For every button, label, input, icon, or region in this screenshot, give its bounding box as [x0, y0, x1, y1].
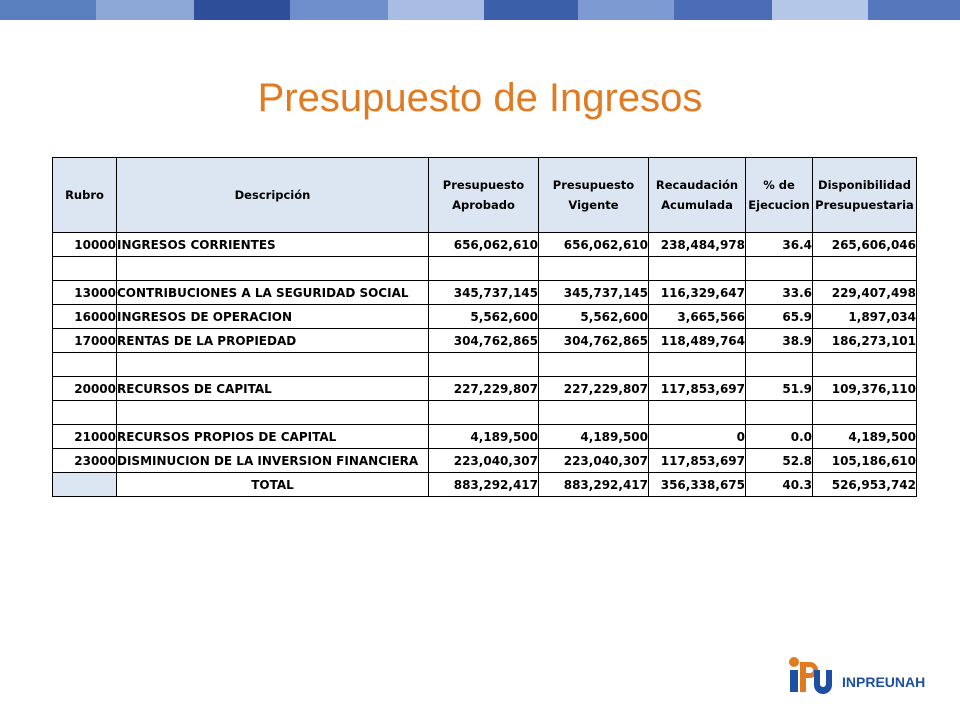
- cell-descripcion: RECURSOS DE CAPITAL: [117, 377, 429, 401]
- cell-vigente: 656,062,610: [539, 233, 649, 257]
- cell-recaudacion: [649, 353, 746, 377]
- table-header-row: [53, 158, 917, 233]
- cell-descripcion: INGRESOS DE OPERACION: [117, 305, 429, 329]
- cell-disponibilidad: [813, 353, 917, 377]
- cell-ejecucion: 0.0: [746, 425, 813, 449]
- table-row: [53, 377, 917, 401]
- cell-aprobado: [429, 257, 539, 281]
- cell-recaudacion: 117,853,697: [649, 449, 746, 473]
- band-segment: [674, 0, 772, 20]
- total-ejecucion: 40.3: [746, 473, 813, 497]
- cell-vigente: 4,189,500: [539, 425, 649, 449]
- cell-aprobado: 4,189,500: [429, 425, 539, 449]
- band-segment: [194, 0, 290, 20]
- cell-aprobado: 227,229,807: [429, 377, 539, 401]
- cell-ejecucion: 51.9: [746, 377, 813, 401]
- total-label: TOTAL: [117, 473, 429, 497]
- cell-ejecucion: 38.9: [746, 329, 813, 353]
- cell-ejecucion: [746, 401, 813, 425]
- cell-descripcion: [117, 401, 429, 425]
- header-vigente: Presupuesto Vigente: [539, 158, 649, 233]
- total-recaudacion: 356,338,675: [649, 473, 746, 497]
- cell-rubro: 23000: [53, 449, 117, 473]
- cell-aprobado: [429, 353, 539, 377]
- cell-rubro: 21000: [53, 425, 117, 449]
- table-row: [53, 449, 917, 473]
- budget-table: [52, 157, 917, 497]
- cell-vigente: [539, 401, 649, 425]
- cell-rubro: 20000: [53, 377, 117, 401]
- cell-rubro: 13000: [53, 281, 117, 305]
- cell-disponibilidad: 1,897,034: [813, 305, 917, 329]
- cell-ejecucion: [746, 353, 813, 377]
- cell-rubro: 16000: [53, 305, 117, 329]
- cell-recaudacion: 0: [649, 425, 746, 449]
- table-row: [53, 257, 917, 281]
- band-segment: [484, 0, 578, 20]
- cell-aprobado: 5,562,600: [429, 305, 539, 329]
- cell-disponibilidad: 265,606,046: [813, 233, 917, 257]
- cell-ejecucion: 36.4: [746, 233, 813, 257]
- slide-title: Presupuesto de Ingresos: [257, 76, 703, 120]
- total-row: [53, 473, 917, 497]
- header-aprobado: Presupuesto Aprobado: [429, 158, 539, 233]
- band-segment: [96, 0, 194, 20]
- cell-recaudacion: [649, 401, 746, 425]
- cell-recaudacion: 238,484,978: [649, 233, 746, 257]
- cell-ejecucion: 52.8: [746, 449, 813, 473]
- band-segment: [772, 0, 868, 20]
- band-segment: [290, 0, 388, 20]
- band-segment: [578, 0, 674, 20]
- table-row: [53, 281, 917, 305]
- cell-disponibilidad: 4,189,500: [813, 425, 917, 449]
- cell-aprobado: 656,062,610: [429, 233, 539, 257]
- table-row: [53, 353, 917, 377]
- cell-recaudacion: 3,665,566: [649, 305, 746, 329]
- cell-disponibilidad: [813, 257, 917, 281]
- total-disponibilidad: 526,953,742: [813, 473, 917, 497]
- cell-recaudacion: 116,329,647: [649, 281, 746, 305]
- header-ejecucion: % de Ejecucion: [746, 158, 813, 233]
- cell-vigente: 5,562,600: [539, 305, 649, 329]
- table-row: [53, 329, 917, 353]
- cell-rubro: [53, 257, 117, 281]
- header-disponibilidad: Disponibilidad Presupuestaria: [813, 158, 917, 233]
- cell-vigente: [539, 257, 649, 281]
- table-row: [53, 401, 917, 425]
- cell-aprobado: [429, 401, 539, 425]
- cell-rubro: 17000: [53, 329, 117, 353]
- cell-disponibilidad: 186,273,101: [813, 329, 917, 353]
- cell-descripcion: [117, 257, 429, 281]
- cell-aprobado: 304,762,865: [429, 329, 539, 353]
- cell-vigente: 345,737,145: [539, 281, 649, 305]
- logo-text: INPREUNAH: [842, 674, 926, 690]
- header-descripcion: Descripción: [117, 158, 429, 233]
- header-recaudacion: Recaudación Acumulada: [649, 158, 746, 233]
- cell-recaudacion: 118,489,764: [649, 329, 746, 353]
- cell-recaudacion: [649, 257, 746, 281]
- cell-aprobado: 345,737,145: [429, 281, 539, 305]
- cell-vigente: 304,762,865: [539, 329, 649, 353]
- cell-descripcion: CONTRIBUCIONES A LA SEGURIDAD SOCIAL: [117, 281, 429, 305]
- cell-disponibilidad: 109,376,110: [813, 377, 917, 401]
- cell-descripcion: [117, 353, 429, 377]
- cell-vigente: [539, 353, 649, 377]
- cell-descripcion: INGRESOS CORRIENTES: [117, 233, 429, 257]
- cell-rubro: [53, 353, 117, 377]
- table-row: [53, 305, 917, 329]
- cell-rubro: 10000: [53, 233, 117, 257]
- table-row: [53, 425, 917, 449]
- cell-aprobado: 223,040,307: [429, 449, 539, 473]
- cell-disponibilidad: 229,407,498: [813, 281, 917, 305]
- total-vigente: 883,292,417: [539, 473, 649, 497]
- total-rubro-cell: [53, 473, 117, 497]
- cell-rubro: [53, 401, 117, 425]
- cell-ejecucion: 65.9: [746, 305, 813, 329]
- inpreunah-logo-icon: [788, 652, 832, 694]
- cell-descripcion: RECURSOS PROPIOS DE CAPITAL: [117, 425, 429, 449]
- cell-ejecucion: [746, 257, 813, 281]
- cell-descripcion: RENTAS DE LA PROPIEDAD: [117, 329, 429, 353]
- cell-recaudacion: 117,853,697: [649, 377, 746, 401]
- cell-disponibilidad: [813, 401, 917, 425]
- cell-ejecucion: 33.6: [746, 281, 813, 305]
- band-segment: [868, 0, 960, 20]
- cell-disponibilidad: 105,186,610: [813, 449, 917, 473]
- cell-vigente: 223,040,307: [539, 449, 649, 473]
- cell-vigente: 227,229,807: [539, 377, 649, 401]
- table-row: [53, 233, 917, 257]
- top-decorative-band: [0, 0, 960, 20]
- cell-descripcion: DISMINUCION DE LA INVERSION FINANCIERA: [117, 449, 429, 473]
- header-rubro: Rubro: [53, 158, 117, 233]
- band-segment: [388, 0, 484, 20]
- total-aprobado: 883,292,417: [429, 473, 539, 497]
- band-segment: [0, 0, 96, 20]
